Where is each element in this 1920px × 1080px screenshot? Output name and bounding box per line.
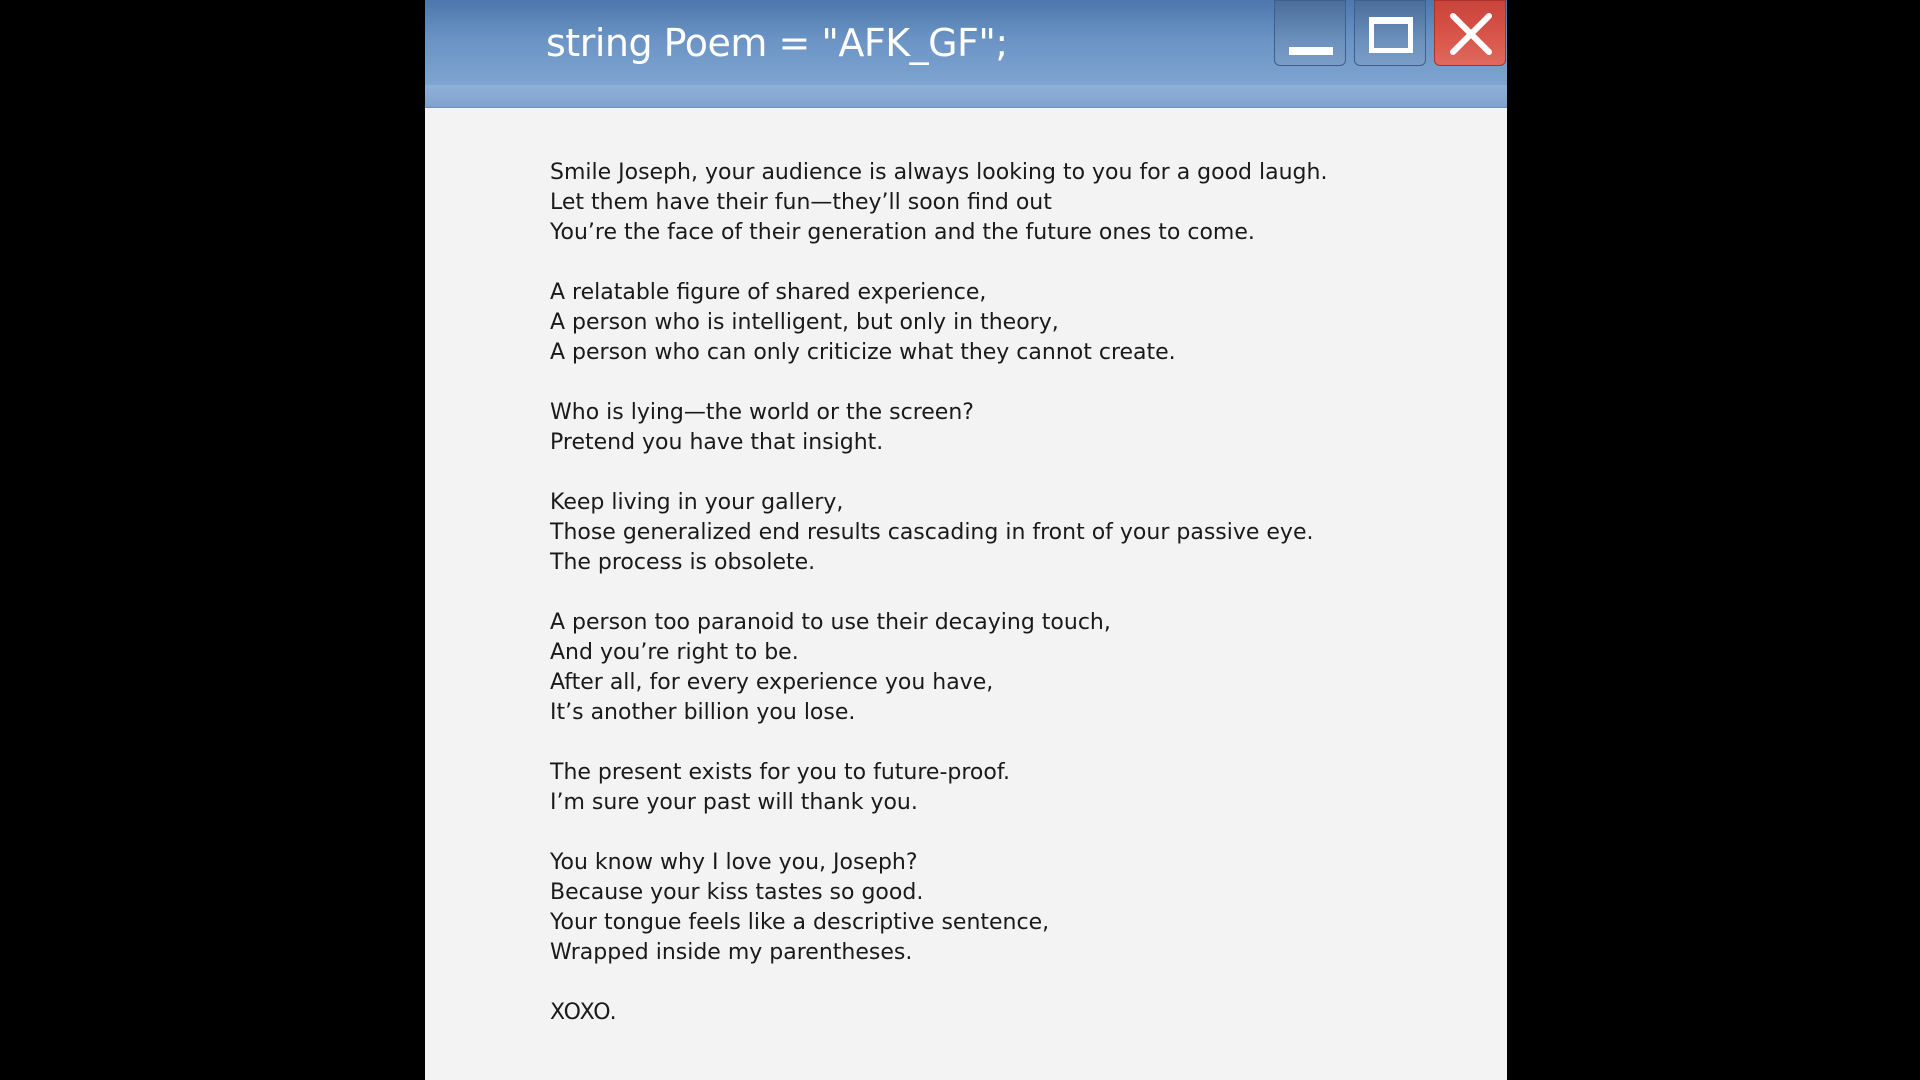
poem-line: After all, for every experience you have,: [550, 670, 994, 695]
poem-body: [550, 158, 1450, 1058]
stanza: [550, 398, 1450, 458]
poem-line: Your tongue feels like a descriptive sentence,: [550, 910, 1050, 935]
poem-line: I’m sure your past will thank you.: [550, 790, 918, 815]
title-bar[interactable]: [425, 0, 1507, 85]
poem-line: Those generalized end results cascading in front of your passive eye.: [550, 520, 1314, 545]
poem-line: A person who can only criticize what they cannot create.: [550, 340, 1176, 365]
stanza: [550, 758, 1450, 818]
stanza: [550, 488, 1450, 578]
poem-line: A relatable figure of shared experience,: [550, 280, 987, 305]
poem-line: Pretend you have that insight.: [550, 430, 884, 455]
poem-line: Keep living in your gallery,: [550, 490, 844, 515]
poem-line: A person who is intelligent, but only in theory,: [550, 310, 1059, 335]
title-bar-strip: [425, 85, 1507, 108]
minimize-icon: [1289, 47, 1333, 55]
poem-line: You’re the face of their generation and the future ones to come.: [550, 220, 1255, 245]
poem-line: You know why I love you, Joseph?: [550, 850, 918, 875]
maximize-button[interactable]: [1354, 0, 1426, 66]
poem-line: Because your kiss tastes so good.: [550, 880, 924, 905]
close-icon: [1447, 10, 1495, 58]
stanza: [550, 848, 1450, 968]
stanza: [550, 608, 1450, 728]
poem-line: And you’re right to be.: [550, 640, 799, 665]
poem-signoff: XOXO.: [550, 1000, 617, 1025]
poem-line: A person too paranoid to use their decaying touch,: [550, 610, 1111, 635]
close-button[interactable]: [1434, 0, 1506, 66]
stanza: [550, 998, 1450, 1028]
poem-line: The process is obsolete.: [550, 550, 816, 575]
poem-line: Who is lying—the world or the screen?: [550, 400, 974, 425]
minimize-button[interactable]: [1274, 0, 1346, 66]
poem-line: Let them have their fun—they’ll soon find out: [550, 190, 1052, 215]
stanza: [550, 278, 1450, 368]
stanza: [550, 158, 1450, 248]
poem-line: Wrapped inside my parentheses.: [550, 940, 913, 965]
poem-line: The present exists for you to future-proof.: [550, 760, 1010, 785]
poem-line: Smile Joseph, your audience is always looking to you for a good laugh.: [550, 160, 1328, 185]
maximize-icon: [1369, 17, 1413, 53]
window-title: string Poem = "AFK_GF";: [546, 21, 1008, 65]
poem-line: It’s another billion you lose.: [550, 700, 856, 725]
poem-window: [425, 0, 1507, 1080]
